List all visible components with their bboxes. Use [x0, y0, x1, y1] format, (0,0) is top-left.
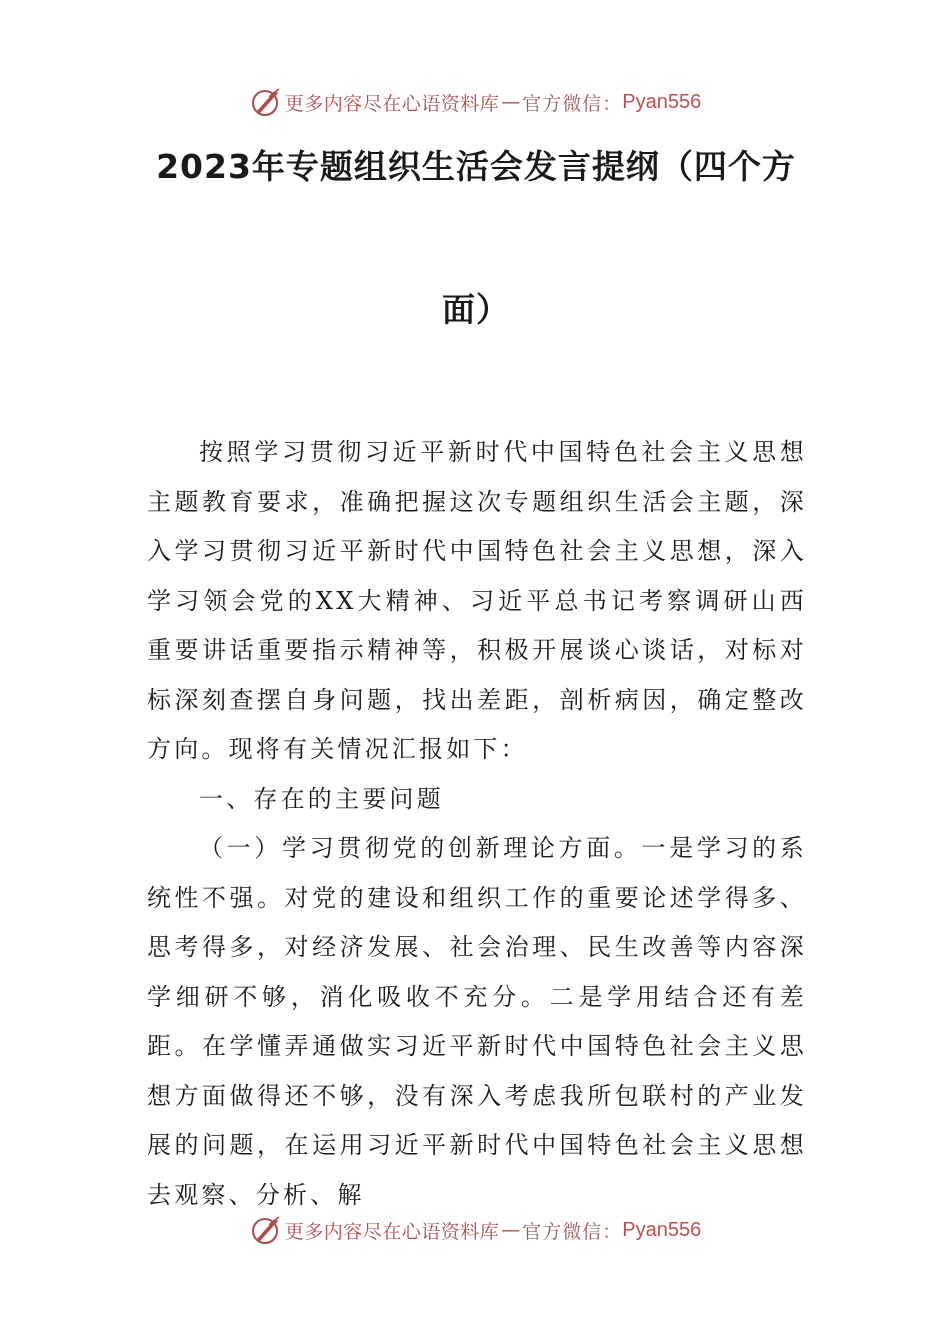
banner-official-label: 官方微信： — [522, 92, 623, 115]
title-line-1: 2023年专题组织生活会发言提纲（四个方 — [156, 147, 796, 186]
document-body — [147, 428, 807, 1220]
section-heading: 一、存在的主要问题 — [199, 784, 444, 813]
quill-logo-icon — [249, 1213, 283, 1247]
title-line-2: 面） — [442, 290, 510, 329]
banner-dash: — — [501, 91, 521, 113]
subsection-paragraph: （一）学习贯彻党的创新理论方面。一是学习的系统性不强。对党的建设和组织工作的重要论述学得多、思考得多，对经济发展、社会治理、民生改善等内容深学细研不够，消化吸收不充分。二是学用结合还有差距。在学懂弄通做实习近平新时代中国特色社会主义思想方面做得还不够，没有深入考虑我所包联村的产业发展的问题，在运用习近平新时代中国特色社会主义思想去观察、分析、解 — [147, 834, 807, 1209]
banner-dash: — — [501, 1219, 521, 1241]
intro-paragraph: 按照学习贯彻习近平新时代中国特色社会主义思想主题教育要求，准确把握这次专题组织生活会主题，深入学习贯彻习近平新时代中国特色社会主义思想，深入学习领会党的XX大精神、习近平总书记考察调研山西重要讲话重要指示精神等，积极开展谈心谈话，对标对标深刻查摆自身问题，找出差距，剖析病因，确定整改方向。现将有关情况汇报如下： — [147, 438, 807, 763]
quill-logo-icon — [249, 85, 283, 119]
banner-official-label: 官方微信： — [522, 1220, 623, 1243]
banner-lead-text: 更多内容尽在心语资料库 — [284, 1220, 500, 1243]
header-banner — [0, 82, 950, 122]
banner-wechat-handle: Pyan556 — [622, 90, 702, 113]
banner-wechat-handle: Pyan556 — [622, 1218, 702, 1241]
footer-banner — [0, 1210, 950, 1250]
document-title — [145, 147, 807, 329]
banner-lead-text: 更多内容尽在心语资料库 — [284, 92, 500, 115]
